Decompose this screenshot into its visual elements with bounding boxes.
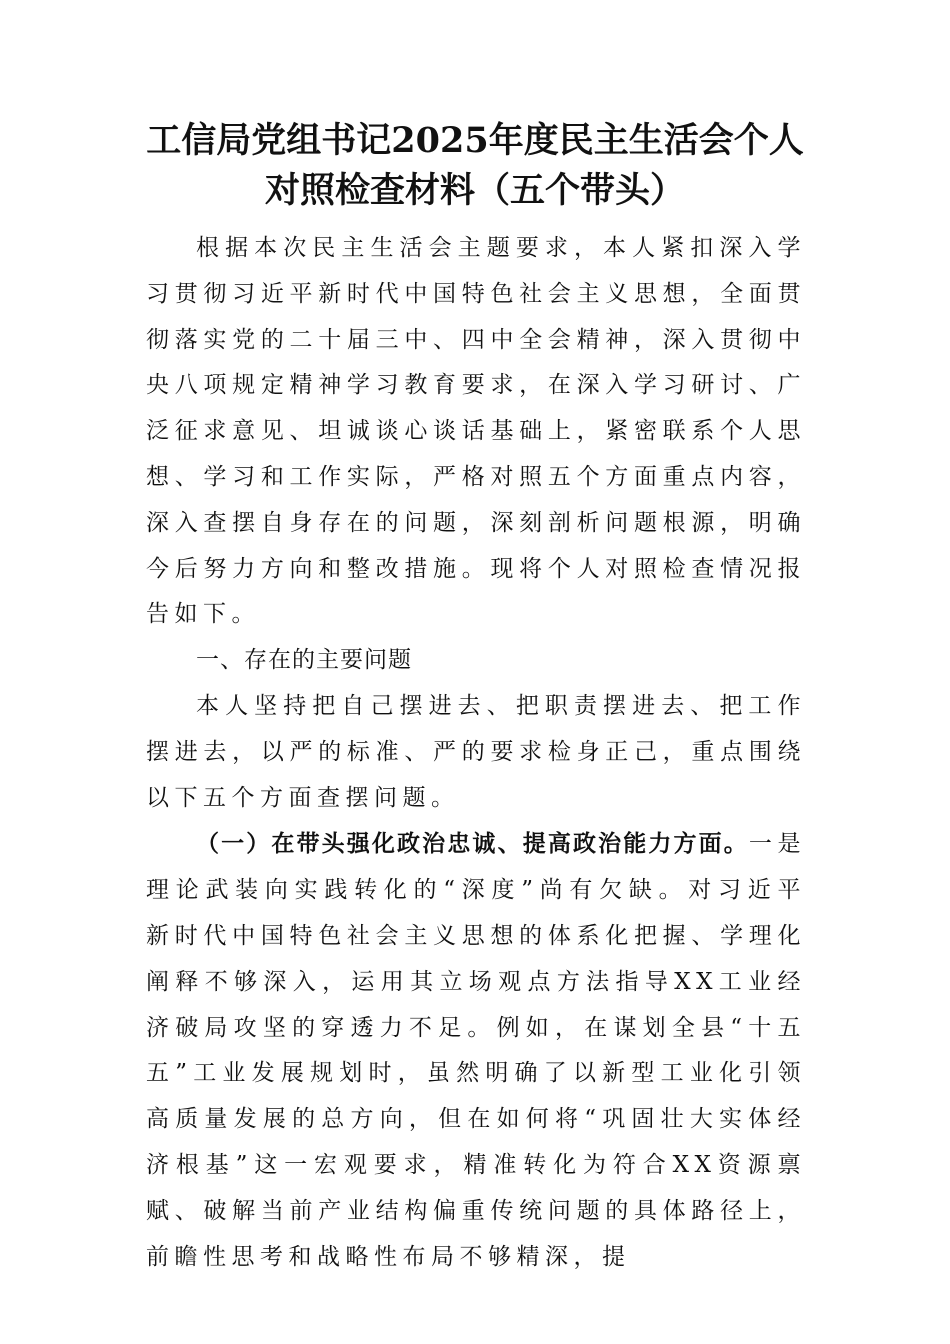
item-1-text: 一是理论武装向实践转化的“深度”尚有欠缺。对习近平新时代中国特色社会主义思想的体系化把握、学理化阐释不够深入，运用其立场观点方法指导XX工业经济破局攻坚的穿透力不足。例如，在谋划全县“十五五”工业发展规划时，虽然明确了以新型工业化引领高质量发展的总方向，但在如何将“巩固壮大实体经济根基”这一宏观要求，精准转化为符合XX资源禀赋、破解当前产业结构偏重传统问题的具体路径上，前瞻性思考和战略性布局不够精深，提 — [146, 831, 807, 1270]
item-paragraph-1 — [146, 821, 806, 1280]
section-heading-problems: 一、存在的主要问题 — [196, 647, 412, 674]
item-1-lead: （一）在带头强化政治忠诚、提高政治能力方面。 — [196, 830, 749, 858]
section-paragraph-problems: 本人坚持把自己摆进去、把职责摆进去、把工作摆进去，以严的标准、严的要求检身正己，重点围绕以下五个方面查摆问题。 — [146, 692, 806, 811]
title-line-1: 工信局党组书记2025年度民主生活会个人 — [146, 120, 804, 161]
document-title — [120, 116, 830, 216]
intro-paragraph: 根据本次民主生活会主题要求，本人紧扣深入学习贯彻习近平新时代中国特色社会主义思想，全面贯彻落实党的二十届三中、四中全会精神，深入贯彻中央八项规定精神学习教育要求，在深入学习研讨、广泛征求意见、坦诚谈心谈话基础上，紧密联系个人思想、学习和工作实际，严格对照五个方面重点内容，深入查摆自身存在的问题，深刻剖析问题根源，明确今后努力方向和整改措施。现将个人对照检查情况报告如下。 — [146, 235, 806, 628]
document-body — [146, 226, 806, 1280]
title-line-2: 对照检查材料（五个带头） — [264, 170, 685, 211]
